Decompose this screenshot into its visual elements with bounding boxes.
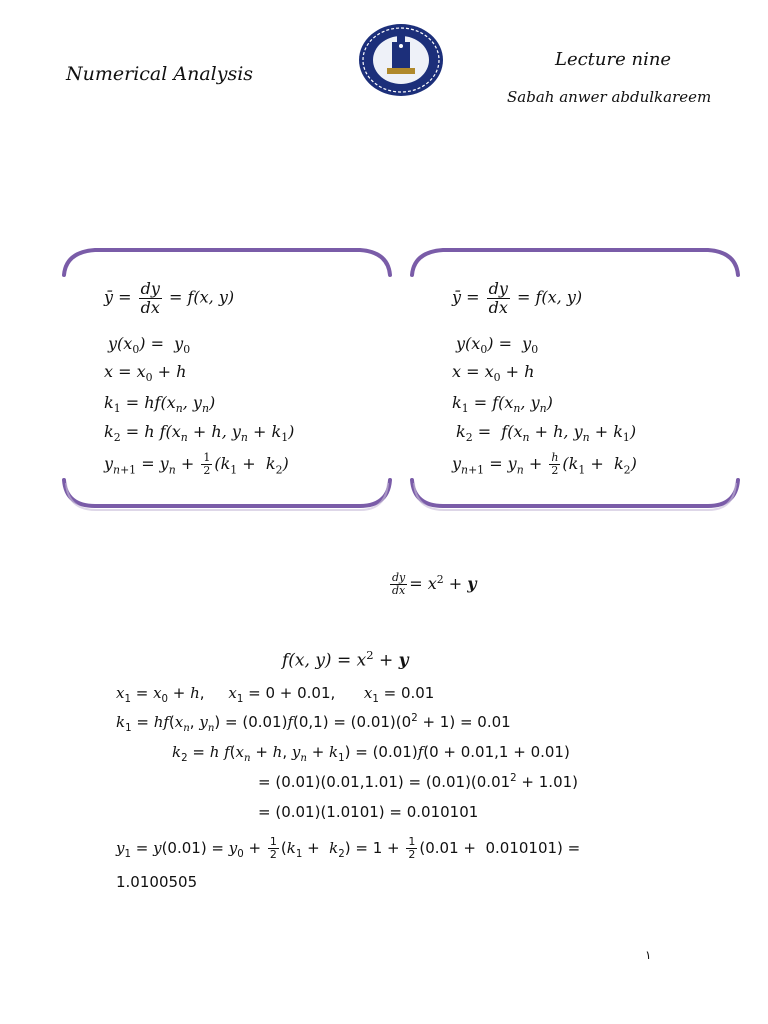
right-k2-formula: $k_2 = f(x_n + h$, $y_n + k_1$) <box>456 422 637 445</box>
author-name: Sabah anwer abdulkareem <box>507 88 712 106</box>
lecture-label: Lecture nine <box>555 49 672 70</box>
right-y-update-formula: $y_{n+1} = y_n$ + $\frac{h}{2}$ $(k_1 + k_2)$ <box>452 451 637 478</box>
left-k1-formula: $k_1 = hf(x_n$, $y_n$) <box>104 393 216 416</box>
solution-y1-result: 1.0100505 <box>116 873 198 891</box>
college-seal-logo <box>357 22 445 98</box>
right-k1-formula: $k_1 = f(x_n$, $y_n$) <box>452 393 553 416</box>
solution-k2-continued-2: = (0.01)(1.0101) = 0.010101 <box>258 803 479 821</box>
left-initial-condition: $y(x_0) = y_0$ <box>108 334 191 357</box>
page-number: ١ <box>645 948 652 962</box>
left-y-update-formula: $y_{n+1} = y_n$ + $\frac{1}{2}$ $(k_1 + k_2)$ <box>104 451 289 478</box>
solution-x1-step: $x_1 = x_0 + h$, $x_1 = 0 + 0.01$, $x_1 = 0.01$ <box>116 684 435 705</box>
right-x-step: $x = x_0 + h$ <box>452 362 535 385</box>
example-ode: $\frac{dy}{dx}$ = $x^2 + y$ <box>392 571 477 598</box>
course-title: Numerical Analysis <box>66 63 254 85</box>
solution-k2-continued-1: = $(0.01)(0.01,1.01) = (0.01)(0.01^2 + 1.01)$ <box>258 773 579 791</box>
example-function: f(x, $y) = x^2 + y$ <box>282 648 409 671</box>
right-ode-definition: ȳ = $\frac{dy}{dx}$ = f(x, y) <box>452 279 583 317</box>
left-k2-formula: $k_2 = h$ $f(x_n + h$, $y_n + k_1$) <box>104 422 295 445</box>
left-x-step: $x = x_0 + h$ <box>104 362 187 385</box>
solution-y1-step: $y_1 = y(0.01) = y_0$ + $\frac{1}{2}$ $(k_1 + k_2) = 1$ + $\frac{1}{2}$ (0.01 + 0.010101) = <box>116 835 581 862</box>
solution-k2-step: $k_2 = h$ $f(x_n + h$, $y_n + k_1) = (0.01)f(0 + 0.01,1 + 0.01)$ <box>172 743 570 764</box>
left-ode-definition: ȳ = $\frac{dy}{dx}$ = f(x, y) <box>104 279 235 317</box>
right-initial-condition: $y(x_0) = y_0$ <box>456 334 539 357</box>
solution-k1-step: $k_1 = hf(x_n$, $y_n) = (0.01)f(0,1) = (0.01)(0^2 + 1) = 0.01$ <box>116 713 511 734</box>
